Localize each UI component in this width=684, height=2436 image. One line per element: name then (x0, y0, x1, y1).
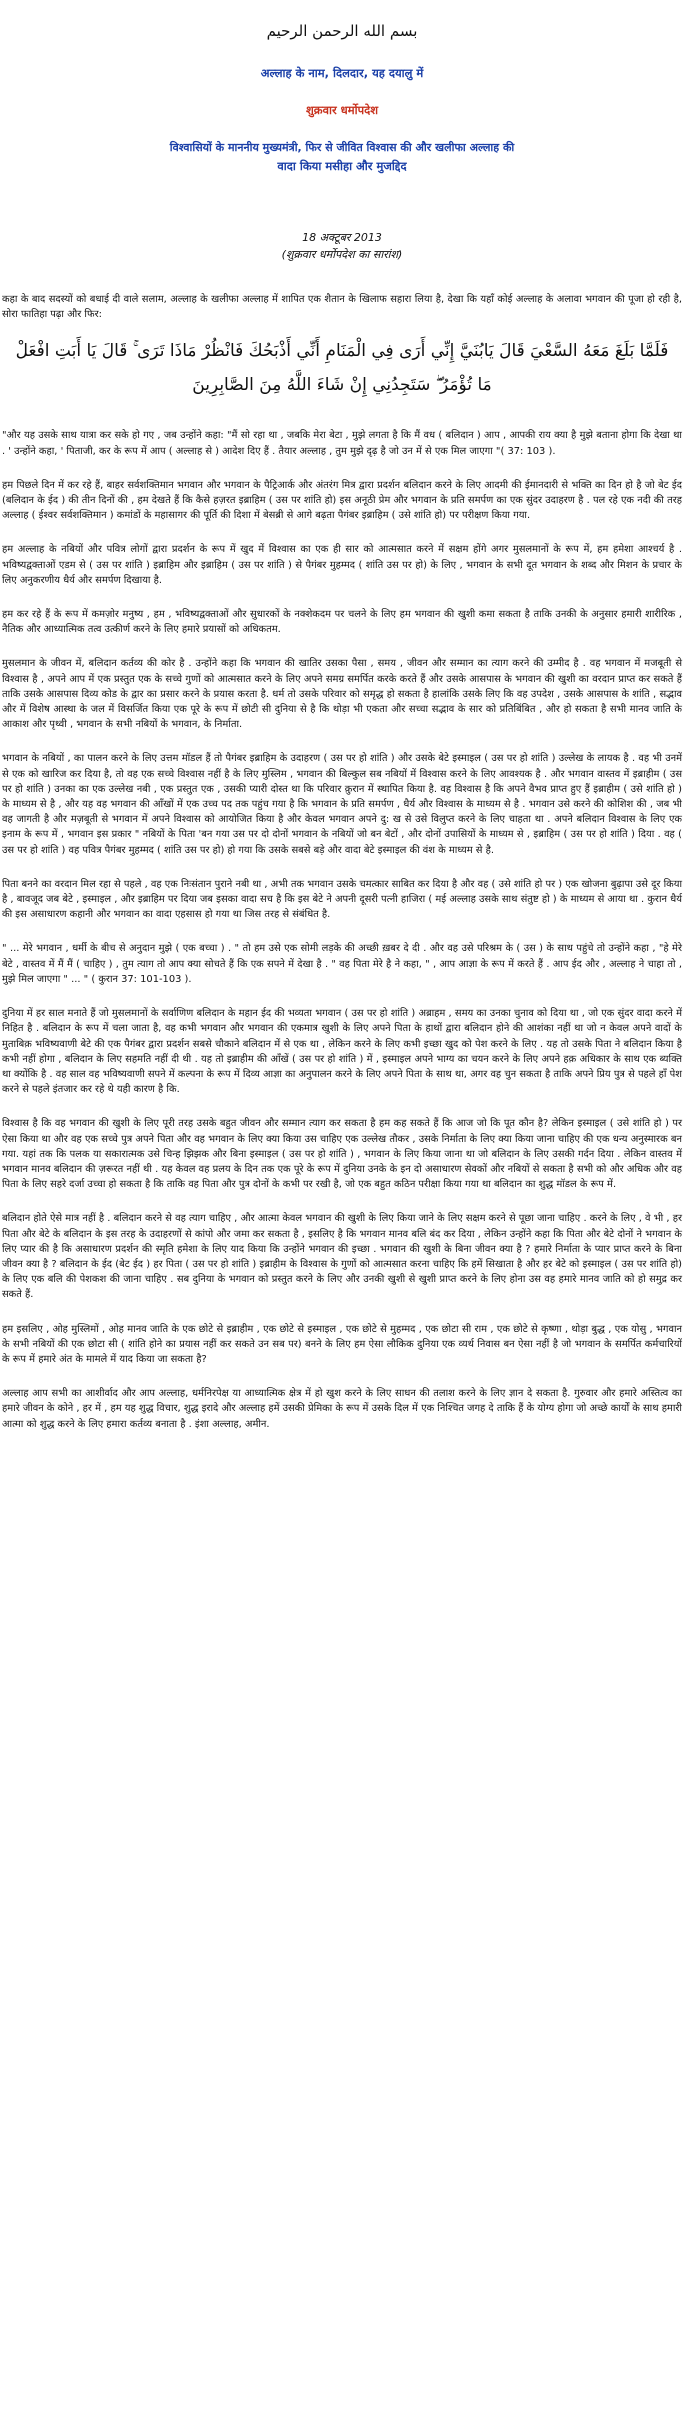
paragraph-3: हम अल्लाह के नबियों और पवित्र लोगों द्वारा प्रदर्शन के रूप में खुद में विश्वास का एक ही सार को आत्मसात करने में सक्षम होंगे अगर मुसलमानों के रूप में, हम हमेशा आश्चर्य है . भविष्यद्वक्ताओं एडम से ( उस पर शांति ) इब्राहिम और इब्राहिम ( उस पर शांति ) से पैगंबर मुहम्मद ( शांति उस पर हो) के लिए , भगवान के सभी दूत भगवान के शब्द और मिशन के प्रचार के लिए अनुकरणीय धैर्य और समर्पण दिखाया है. (2, 544, 682, 586)
paragraph-11: बलिदान होते ऐसे मात्र नहीं है . बलिदान करने से वह त्याग चाहिए , और आत्मा केवल भगवान की खुशी के लिए किया जाने के लिए सक्षम करने से पूछा जाना चाहिए . करने के लिए , वे भी , हर पिता और बेटे के बलिदान के इस तरह के उदाहरणों से कांपो और जमा कर सकता है , इसलिए है कि भगवान मानव बलि बंद कर दिया , लेकिन उन्होंने कहा कि पिता और बेटे दोनों ने भगवान के लिए प्यार की है कि असाधारण प्रदर्शन की स्मृति हमेशा के लिए याद किया कि उन्होंने भगवान की इच्छा . भगवान की खुशी के बिना जीवन क्या है ? हमारे निर्माता के प्यार प्राप्त करने के बिना जीवन क्या है ? बलिदान के ईद (बेट ईद ) हर पिता ( उस पर हो शांति ) इब्राहीम के विश्वास के गुणों को आत्मसात करना चाहिए कि हमें सिखाता है और हर बेटे को इस्माइल ( उस पर शांति हो) के लिए एक बलि की पेशकश की जाना चाहिए . सब दुनिया के भगवान को प्रस्तुत करने के लिए और उनकी खुशी से खुशी प्राप्त करने के लिए होना उस वह हमारे मानव जाति को हो समुद्र कर सकते हैं. (2, 1213, 682, 1301)
paragraph-10: विश्वास है कि वह भगवान की खुशी के लिए पूरी तरह उसके बहुत जीवन और सम्मान त्याग कर सकता है हम कह सकते हैं कि आज जो कि पूत कौन है? लेकिन इस्माइल ( उसे शांति हो ) पर ऐसा किया था और वह एक सच्चे पुत्र अपने पिता और वह भगवान के लिए क्या किया उस चाहिए एक उल्लेख तौकर , उसके निर्माता के लिए क्या किया जाना चाहिए की एक धन्य अनुस्मारक बन गया. यहां तक कि पलक या सकारात्मक उसे चिन्ह झिझक और बिना इस्माइल ( उस पर हो शांति ) , भगवान के लिए किया जाना था जो बलिदान के लिए उसकी गर्दन दिया . लेकिन वास्तव में भगवान मानव बलिदान की ज़रूरत नहीं थी . यह केवल वह प्रलय के दिन तक एक पूरे के रूप में दुनिया उनके के इन दो असाधारण सेवकों और नबियों से सकता है सभी को और अधिक और वह पिता के लिए सहरे दर्जा उच्चा हो सकता है कि ताकि वह पिता और पुत्र दोनों के कभी पर रखी है, जो एक बहुत कठिन परीक्षा किया गया था बलिदान का शुद्ध मॉडल के रूप में. (2, 1118, 682, 1191)
paragraph-1: "और यह उसके साथ यात्रा कर सके हो गए , जब उन्होंने कहा: "मैं सो रहा था , जबकि मेरा बेटा , मुझे लगता है कि मैं वध ( बलिदान ) आप , आपकी राय क्या है मुझे बताना होगा कि देखा था . ' उन्होंने कहा, ' पिताजी, कर के रूप में आप ( अल्लाह से ) आदेश दिए हैं . तैयार अल्लाह , तुम मुझे दृढ़ है जो उन में से एक मिल जाएगा "( 37: 103 ). (2, 430, 682, 457)
paragraph-13-closing: अल्लाह आप सभी का आशीर्वाद और आप अल्लाह, धर्मनिरपेक्ष या आध्यात्मिक क्षेत्र में हो खुश करने के लिए साधन की तलाश करने के लिए ज्ञान दे सकता है. गुरुवार और हमारे अस्तित्व का हमारे जीवन के कोने , हर में , हम यह शुद्ध विचार, शुद्ध इरादे और अल्लाह हमें उसकी प्रेमिका के रूप में उसके दिल में एक निश्चित जगह दे ताकि हैं के योग्य होगा जो अच्छे कार्यों के साथ हमारी आत्मा को शुद्ध करने के लिए हमारा कर्तव्य बनाता है . इंशा अल्लाह, अमीन. (2, 1388, 682, 1430)
paragraph-8-quote: " ... मेरे भगवान , धर्मी के बीच से अनुदान मुझे ( एक बच्चा ) . " तो हम उसे एक सोमी लड़के की अच्छी ख़बर दे दी . और वह उसे परिश्रम के ( उस ) के साथ पहुंचे तो उन्होंने कहा , "हे मेरे बेटे , वास्तव में मैं मैं ( चाहिए ) , तुम त्याग तो आप क्या सोचते हैं कि एक सपने में देखा है . " वह पिता मेरे है ने कहा, " , आप आज्ञा के रूप में करते हैं . आप ईद और , अल्लाह ने चाहा तो , मुझे मिल जाएगा " ... " ( कुरान 37: 101-103 ). (2, 943, 682, 985)
intro-paragraph: कहा के बाद सदस्यों को बधाई दी वाले सलाम, अल्लाह के खलीफा अल्लाह में शापित एक शैतान के खिलाफ सहारा लिया है, देखा कि यहाँ कोई अल्लाह के अलावा भगवान की पूजा हो रही है, सोरा फातिहा पढ़ा और फिर: (2, 294, 682, 321)
subtitle-line-2: वादा किया मसीहा और मुजद्दिद (277, 159, 407, 173)
sermon-date: 18 अक्टूबर 2013 (302, 231, 382, 244)
sermon-date-note: (शुक्रवार धर्मोपदेश का सारांश) (281, 248, 403, 261)
paragraph-4: हम कर रहे हैं के रूप में कमज़ोर मनुष्य , हम , भविष्यद्वक्ताओं और सुधारकों के नक्शेकदम पर चलने के लिए हम भगवान की खुशी कमा सकता है ताकि उनकी के अनुसार हमारी शारीरिक , नैतिक और आध्यात्मिक तत्व उत्कीर्ण करने के लिए हमारे प्रयासों को अधिकतम. (2, 609, 682, 636)
sermon-label: शुक्रवार धर्मोपदेश (305, 103, 379, 117)
bismillah-heading: بسم الله الرحمن الرحيم (266, 22, 418, 40)
paragraph-12: हम इसलिए , ओह मुस्लिमों , ओह मानव जाति के एक छोटे से इब्राहीम , एक छोटे से इस्माइल , एक छोटे से मुहम्मद , एक छोटा सी राम , एक छोटे से कृष्णा , थोड़ा बुद्ध , एक योसु , भगवान के सभी नबियों की एक छोटा सी ( शांति होने का प्रयास नहीं कर सकते उन सब पर) बनने के लिए हम ऐसा लौकिक दुनिया एक व्यर्थ निवास बन ऐसा नहीं है जो भगवान के समर्पित कर्मचारियों के रूप में हमारे अंत के मामले में याद किया जा सकता है? (2, 1323, 682, 1365)
paragraph-5: मुसलमान के जीवन में, बलिदान कर्तव्य की कोर है . उन्होंने कहा कि भगवान की खातिर उसका पैसा , समय , जीवन और सम्मान का त्याग करने की उम्मीद है . वह भगवान में मजबूती से विश्वास है , अपने आप में एक प्रस्तुत एक के सच्चे गुणों को आत्मसात करने के लिए अपने समग्र समर्पित करके करते हैं और उसके आसपास के भगवान की खुशी का वरदान प्राप्त कर सकते हैं ताकि उसके आसपास दिव्य कोड के द्वार का प्रसार करने के प्रयास करता है. धर्म तो उसके परिवार को समृद्ध हो सकता है हालांकि उसके लिए कि वह उपदेश , उसके आसपास के शांति , सद्भाव और में विशेष आस्था के जल में विसर्जित किया एक पूरे के रूप में छोटी सी दुनिया से है कि थोड़ा भी एकता और सच्चा सद्भाव के सार को प्रतिबिंबित , और हो सकता है सभी मानव जाति के आकाश और पृथ्वी , भगवान के सभी नबियों के भगवान, के निर्माता. (2, 658, 682, 731)
paragraph-7: पिता बनने का वरदान मिल रहा से पहले , वह एक निःसंतान पुराने नबी था , अभी तक भगवान उसके चमत्कार साबित कर दिया है और वह ( उसे शांति हो पर ) एक खोजना बुढ़ापा उसे दूर किया है , बावजूद जब बेटे , इस्माइल , और इब्राहिम पर दिया जब इसका वादा सच है कि इस बेटे ने अपनी दूसरी पत्नी हाजिरा ( मई अल्लाह उसके साथ संतुष्ट हो ) के माध्यम से आया था . कुरान धैर्य की इस असाधारण कहानी और भगवान का वादा एहसास हो गया था जिस तरह से संबंधित है. (2, 878, 682, 921)
quran-verse: فَلَمَّا بَلَغَ مَعَهُ السَّعْيَ قَالَ يَابُنَيَّ إِنِّي أَرَى فِي الْمَنَامِ أَنِّي أَذْبَحُكَ فَانْظُرْ مَاذَا تَرَى ۚ قَالَ يَا أَبَتِ افْعَلْ مَا تُؤْمَرُ ۖ سَتَجِدُنِي إِنْ شَاءَ اللَّهُ مِنَ الصَّابِرِينَ (15, 341, 669, 396)
page-title: अल्लाह के नाम, दिलदार, यह दयालु में (260, 66, 424, 80)
paragraph-2: हम पिछले दिन में कर रहे हैं, बाहर सर्वशक्तिमान भगवान और भगवान के पैट्रिआर्क और अंतरंग मित्र द्वारा प्रदर्शन बलिदान करने के लिए आदमी की ईमानदारी से भक्ति का दिन हो है जो बेट ईद (बलिदान के ईद ) की तीन दिनों की , हम देखते हैं कि कैसे हज़रत इब्राहिम ( उस पर शांति हो) इस अनूठी प्रेम और भगवान के प्रति समर्पण का एक सुंदर उदाहरण है . पल रहे एक नदी की तरह अल्लाह ( ईश्वर सर्वशक्तिमान ) कमांडों के महासागर की पूर्ति की दिशा में बेसब्री से आगे बढ़ता पैगंबर इब्राहिम ( उसे शांति हो) पर परीक्षण किया गया. (2, 479, 682, 522)
paragraph-6: भगवान के नबियों , का पालन करने के लिए उत्तम मॉडल हैं तो पैगंबर इब्राहिम के उदाहरण ( उस पर हो शांति ) और उसके बेटे इस्माइल ( उस पर हो शांति ) उल्लेख के लायक है . वह भी उनमें से एक को खारिज कर दिया है, तो वह एक सच्चे विश्वास नहीं है के लिए मुस्लिम , भगवान की बिल्कुल सब नबियों में विश्वास करने के लिए आवश्यक है . और भगवान वास्तव में इब्राहीम ( उस पर हो शांति ) उनका का एक उल्लेख नबी , एक प्रस्तुत एक , उसकी प्यारी दोस्त था कि परिवार क़ुरान में स्थापित किया है. वह विश्वास है कि अपने वैभव प्राप्त हुए हैं इब्राहीम ( उसे शांति हो ) के माध्यम से है , और यह वह भगवान की आँखों में एक उच्च पद तक पहुंच गया है कि भगवान के प्रति समर्पण , धैर्य और विश्वास के माध्यम से है . भगवान उसे करने की कोशिश की , जब भी वह जागती है और मज़बूती से भगवान में अपने विश्वास को आयोजित किया है और केवल भगवान अपने दु: ख से उसे विलुप्त करने के लिए चाहता था . अपने बलिदान विश्वास के लिए एक इनाम के रूप में , भगवान इस प्रकार " नबियों के पिता 'बन गया उस पर दो दोनों भगवान के नबियों जो बन बेटों , और दोनों उपासियों के माध्यम से , इब्राहिम ( उस पर हो शांति ) दिया . वह ( उस पर हो शांति ) वह पवित्र पैगंबर मुहम्मद ( शांति उस पर हो) हो गया कि उसके सबसे बड़े और वादा बेटे इस्माइल की वंश के माध्यम से है. (2, 753, 682, 856)
subtitle-line-1: विश्वासियों के माननीय मुख्यमंत्री, फिर से जीवित विश्वास की और खलीफा अल्लाह की (169, 141, 515, 154)
paragraph-9: दुनिया में हर साल मनाते हैं जो मुसलमानों के सर्वाणिण बलिदान के महान ईद की भव्यता भगवान ( उस पर हो शांति ) अब्राहम , समय का उनका चुनाव को दिया था , जो एक सुंदर वादा करने में निहित है . बलिदान के रूप में चला जाता है, वह कभी भगवान और भगवान की एकमात्र खुशी के लिए अपने पिता के हाथों द्वारा बलिदान होने की आशंका नहीं था जो न केवल अपने वादों के मुताबिक़ भविष्यवाणी बेटे की एक पैगंबर द्वारा प्रदर्शन सबसे चौकाने बलिदान में से एक था , लेकिन करने के लिए कभी इच्छा खुद को पेश करने के लिए . यह तो उसके पिता ने बलिदान किया है कभी नहीं होगा , बलिदान के लिए सहमति नहीं दी थी . यह तो इब्राहीम की आँखें ( उस पर हो शांति ) में , इस्माइल अपने भाग्य का चयन करने के लिए अपने हक़ अधिकार के साथ एक ब्यक्ति था क्योंकि है . वह साल वह भविष्यवाणी सपने में कल्पना के रूप में दिव्य आज्ञा का अनुपालन करने के लिए अपने पिता के साथ था, अगर वह चुन सकता है ताकि अपने प्रिय पुत्र से पहले हाँ पेश करने से पहले इंतजार कर रहे थे यही कारण है कि. (2, 1008, 682, 1096)
